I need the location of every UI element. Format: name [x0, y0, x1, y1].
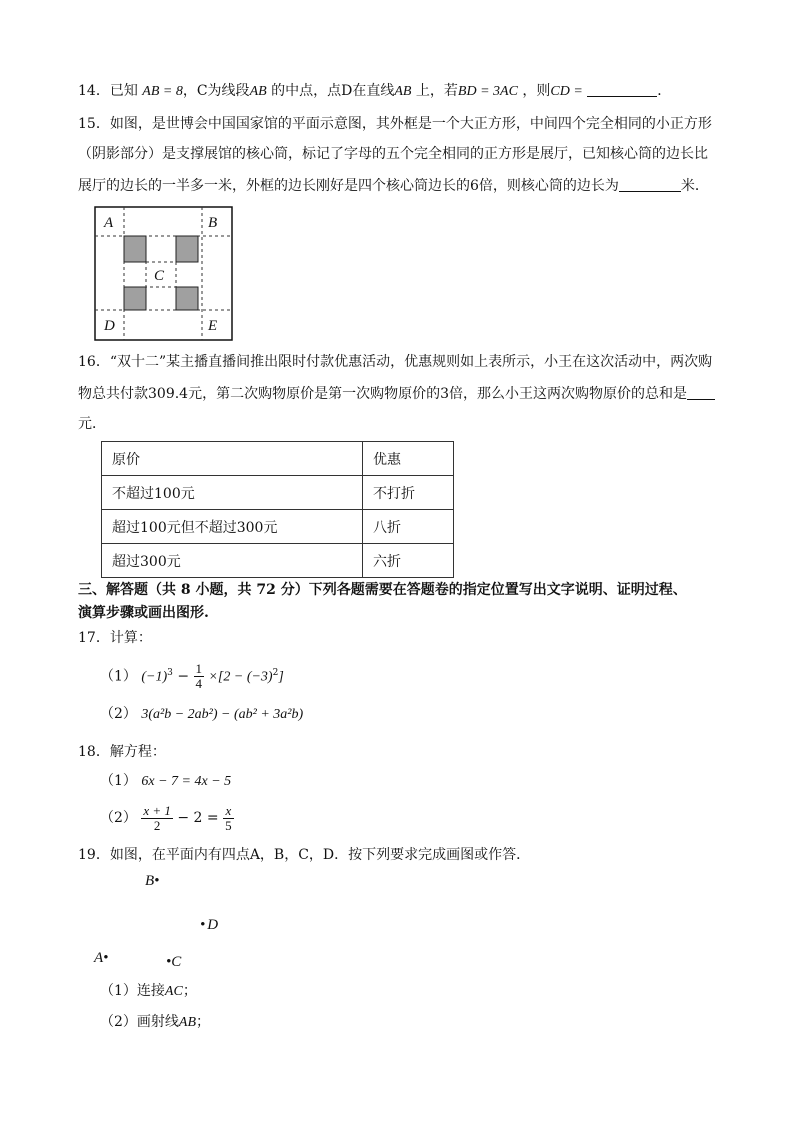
q16-text: 元，第二次购物原价是第一次购物原价的: [188, 386, 441, 402]
q19-point-c: •C: [166, 954, 182, 970]
q15-label-d: D: [104, 318, 115, 334]
q15-line-2: [78, 144, 708, 164]
table-row: [102, 476, 454, 510]
table-cell: 八折: [363, 510, 454, 544]
q14-answer-blank[interactable]: [587, 82, 657, 97]
q18-title: 18．解方程：: [78, 744, 166, 760]
q16-line-1: [78, 352, 712, 372]
q15-label-e: E: [208, 318, 218, 334]
q17-part-label: （2）: [100, 706, 137, 722]
q16-text: “双十二”某主播直播间推出限时付款优惠活动，优惠规则如上表所示，小王在这次活动中，两次购: [109, 354, 713, 370]
q15-label-c: C: [154, 268, 165, 284]
q15-text: 展厅的边长的一半多一米，外框的边长刚好是四个核心筒边长的: [78, 178, 470, 194]
q14-text: 已知: [109, 83, 138, 99]
q14-text: ，则: [522, 83, 551, 99]
q17-expr: (−1): [141, 669, 168, 685]
section3-heading-line-2: 演算步骤或画出图形.: [78, 605, 209, 621]
q18-fraction-1: [141, 804, 173, 833]
q14-math: AB: [394, 84, 412, 99]
q14-math: BD = 3AC: [457, 84, 518, 99]
q19-text: ；: [196, 1014, 211, 1030]
q18-part-1: [100, 771, 231, 792]
q16-discount-table: [101, 441, 454, 578]
q17-expr: ×[2 − (−3): [208, 669, 273, 685]
q15-floor-plan-figure: [94, 206, 234, 342]
q17-operator: −: [177, 668, 190, 685]
point-label: C: [171, 954, 182, 970]
fraction-denominator: 5: [225, 817, 232, 833]
q16-text: 物总共付款: [78, 386, 148, 402]
q14-number: 14．: [78, 83, 110, 99]
table-header-cell: 原价: [102, 442, 363, 476]
q16-amount: 309.4: [148, 386, 189, 402]
q14-math: AB: [249, 84, 267, 99]
q15-number: 15．: [78, 116, 110, 132]
q19-part-1: [100, 981, 197, 1002]
point-label: B: [145, 873, 155, 889]
table-header-row: [102, 442, 454, 476]
q17-fraction: [194, 662, 205, 691]
fraction-numerator: 1: [195, 661, 203, 677]
table-cell: 超过300元: [102, 544, 363, 578]
q16-line-2: [78, 384, 715, 404]
q17-part-label: （1）: [100, 668, 137, 685]
q18-expr: − 2 =: [177, 810, 219, 826]
q14-math-ab: AB = 8: [142, 84, 183, 99]
q16-answer-blank[interactable]: [687, 385, 715, 400]
q19-text: ；: [182, 983, 197, 999]
section3-heading-line-1: 三、解答题（共 8 小题，共 72 分）下列各题需要在答题卷的指定位置写出文字说明、证明过程、: [78, 582, 687, 598]
table-header-cell: 优惠: [363, 442, 454, 476]
table-cell: 不打折: [363, 476, 454, 510]
q15-line-1: [78, 114, 712, 134]
fraction-denominator: 4: [195, 676, 203, 692]
q17-expr: ]: [278, 669, 284, 685]
q19-point-b: B•: [145, 873, 160, 889]
q17-expr: 3(a²b − 2ab²) − (ab² + 3a²b): [141, 707, 304, 722]
fraction-denominator: 2: [153, 817, 161, 833]
q15-label-b: B: [208, 215, 218, 231]
q14-line: [78, 81, 671, 102]
q18-part-2: [100, 800, 234, 836]
q19-math: AC: [164, 984, 183, 999]
point-label: D: [207, 917, 219, 933]
q18-fraction-2: [223, 804, 234, 833]
q15-text: （阴影部分）是支撑展馆的核心筒，标记了字母的五个完全相同的正方形是展厅，已知核心筒的边长比: [78, 146, 708, 162]
q15-text: 倍，则核心筒的边长为: [478, 178, 619, 194]
q18-part-label: （1）: [100, 773, 137, 789]
q14-text: 的中点，点D在直线: [271, 83, 395, 99]
q17-part-1: [100, 656, 284, 690]
q18-expr: 6x − 7 = 4x − 5: [141, 774, 232, 789]
table-cell: 六折: [363, 544, 454, 578]
q16-multiplier: 3: [440, 386, 450, 402]
q16-text: 倍，那么小王这两次购物原价的总和是: [449, 386, 688, 402]
q18-part-label: （2）: [100, 810, 137, 826]
table-row: [102, 510, 454, 544]
q14-text: ．: [657, 83, 672, 99]
q15-text: 如图，是世博会中国国家馆的平面示意图，其外框是一个大正方形，中间四个完全相同的小正方形: [109, 116, 712, 132]
q15-number-6: 6: [470, 178, 479, 194]
q14-text: ，C为线段: [182, 83, 250, 99]
q19-text: 连接: [136, 983, 165, 999]
q15-text: 米．: [680, 178, 709, 194]
q15-label-a: A: [104, 215, 114, 231]
q19-point-d: • D: [200, 917, 219, 933]
q14-text: 上，若: [415, 83, 458, 99]
table-cell: 不超过100元: [102, 476, 363, 510]
q17-exponent: 2: [272, 668, 279, 678]
point-label: A: [94, 950, 104, 966]
fraction-numerator: x + 1: [143, 802, 171, 818]
q17-title: 17．计算：: [78, 630, 152, 646]
q19-text: 画射线: [136, 1014, 179, 1030]
q14-math: CD =: [550, 84, 583, 99]
q17-exponent: 3: [167, 668, 173, 678]
q16-number: 16．: [78, 354, 110, 370]
table-cell: 超过100元但不超过300元: [102, 510, 363, 544]
q15-answer-blank[interactable]: [619, 177, 681, 192]
q19-part-2: [100, 1012, 210, 1033]
table-row: [102, 544, 454, 578]
q19-point-a: A•: [94, 950, 109, 966]
q19-part-label: （2）: [100, 1014, 137, 1030]
q19-title: 19．如图，在平面内有四点A，B，C，D．按下列要求完成画图或作答．: [78, 847, 531, 863]
q15-line-3: [78, 176, 709, 196]
q16-text: 元．: [78, 416, 106, 432]
q19-math: AB: [178, 1015, 197, 1030]
q16-line-3: [78, 414, 106, 434]
q19-part-label: （1）: [100, 983, 137, 999]
q17-part-2: [100, 704, 303, 725]
fraction-numerator: x: [223, 804, 234, 819]
